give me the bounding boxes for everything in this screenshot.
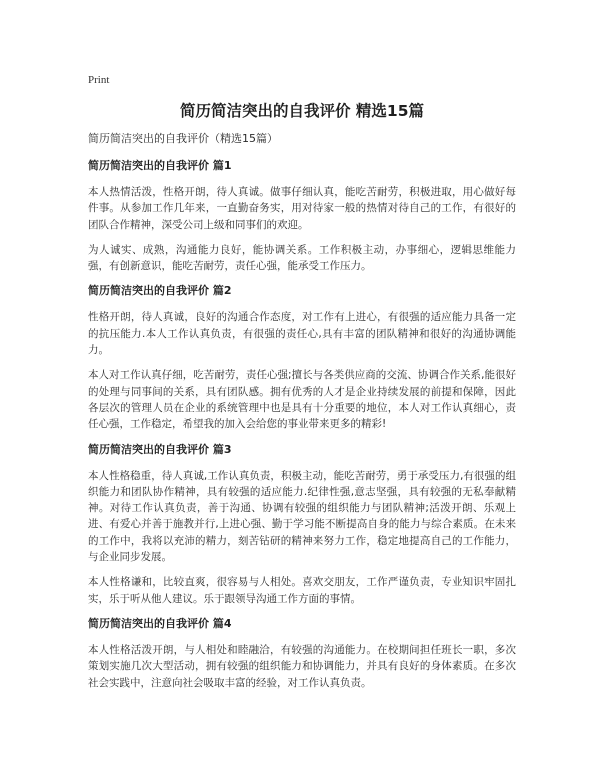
section-1 <box>88 158 516 274</box>
section-2 <box>88 283 516 432</box>
document-page <box>88 68 516 700</box>
print-link[interactable]: Print <box>88 74 110 86</box>
paragraph: 本人性格稳重，待人真诚,工作认真负责，积极主动，能吃苦耐劳，勇于承受压力,有很强的组织能力和团队协作精神，具有较强的适应能力.纪律性强,意志坚强，具有较强的无私奉献精神。对待工作认真负责，善于沟通、协调有较强的组织能力与团队精神;活泼开朗、乐观上进、有爱心并善于施教并行,上进心强、勤于学习能不断提高自身的能力与综合素质。在未来的工作中，我将以充沛的精力，刻苦钻研的精神来努力工作，稳定地提高自己的工作能力，与企业同步发展。 <box>88 469 516 564</box>
section-heading: 简历简洁突出的自我评价 篇1 <box>88 159 232 172</box>
section-3 <box>88 442 516 607</box>
paragraph: 本人对工作认真仔细，吃苦耐劳，责任心强;擅长与各类供应商的交流、协调合作关系,能很好的处理与同事间的关系，具有团队感。拥有优秀的人才是企业持续发展的前提和保障，因此各层次的管理人员在企业的系统管理中也是具有十分重要的地位，本人对工作认真细心，责任心强，工作稳定，希望我的加入会给您的事业带来更多的精彩! <box>88 369 516 431</box>
section-4 <box>88 616 516 691</box>
section-heading: 简历简洁突出的自我评价 篇3 <box>88 442 232 456</box>
document-subtitle: 简历简洁突出的自我评价（精选15篇） <box>88 132 278 145</box>
paragraph: 为人诚实、成熟，沟通能力良好，能协调关系。工作积极主动，办事细心，逻辑思维能力强，有创新意识，能吃苦耐劳，责任心强，能承受工作压力。 <box>88 243 516 273</box>
paragraph: 性格开朗，待人真诚，良好的沟通合作态度，对工作有上进心，有很强的适应能力具备一定的抗压能力.本人工作认真负责，有很强的责任心,具有丰富的团队精神和很好的沟通协调能力。 <box>88 311 516 357</box>
section-heading: 简历简洁突出的自我评价 篇4 <box>88 616 232 630</box>
document-title: 简历简洁突出的自我评价 精选15篇 <box>180 102 424 120</box>
paragraph: 本人热情活泼，性格开朗，待人真诚。做事仔细认真，能吃苦耐劳，积极进取，用心做好每件事。从参加工作几年来，一直勤奋务实，用对待家一般的热情对待自己的工作，有很好的团队合作精神，深受公司上级和同事们的欢迎。 <box>88 186 516 231</box>
section-heading: 简历简洁突出的自我评价 篇2 <box>88 284 232 298</box>
paragraph: 本人性格活泼开朗，与人相处和睦融洽，有较强的沟通能力。在校期间担任班长一职，多次策划实施几次大型活动，拥有较强的组织能力和协调能力，并具有良好的身体素质。在多次社会实践中，注意向社会吸取丰富的经验，对工作认真负责。 <box>88 643 516 689</box>
paragraph: 本人性格谦和，比较直爽，很容易与人相处。喜欢交朋友，工作严谨负责，专业知识牢固扎实，乐于听从他人建议。乐于跟领导沟通工作方面的事情。 <box>88 576 516 605</box>
